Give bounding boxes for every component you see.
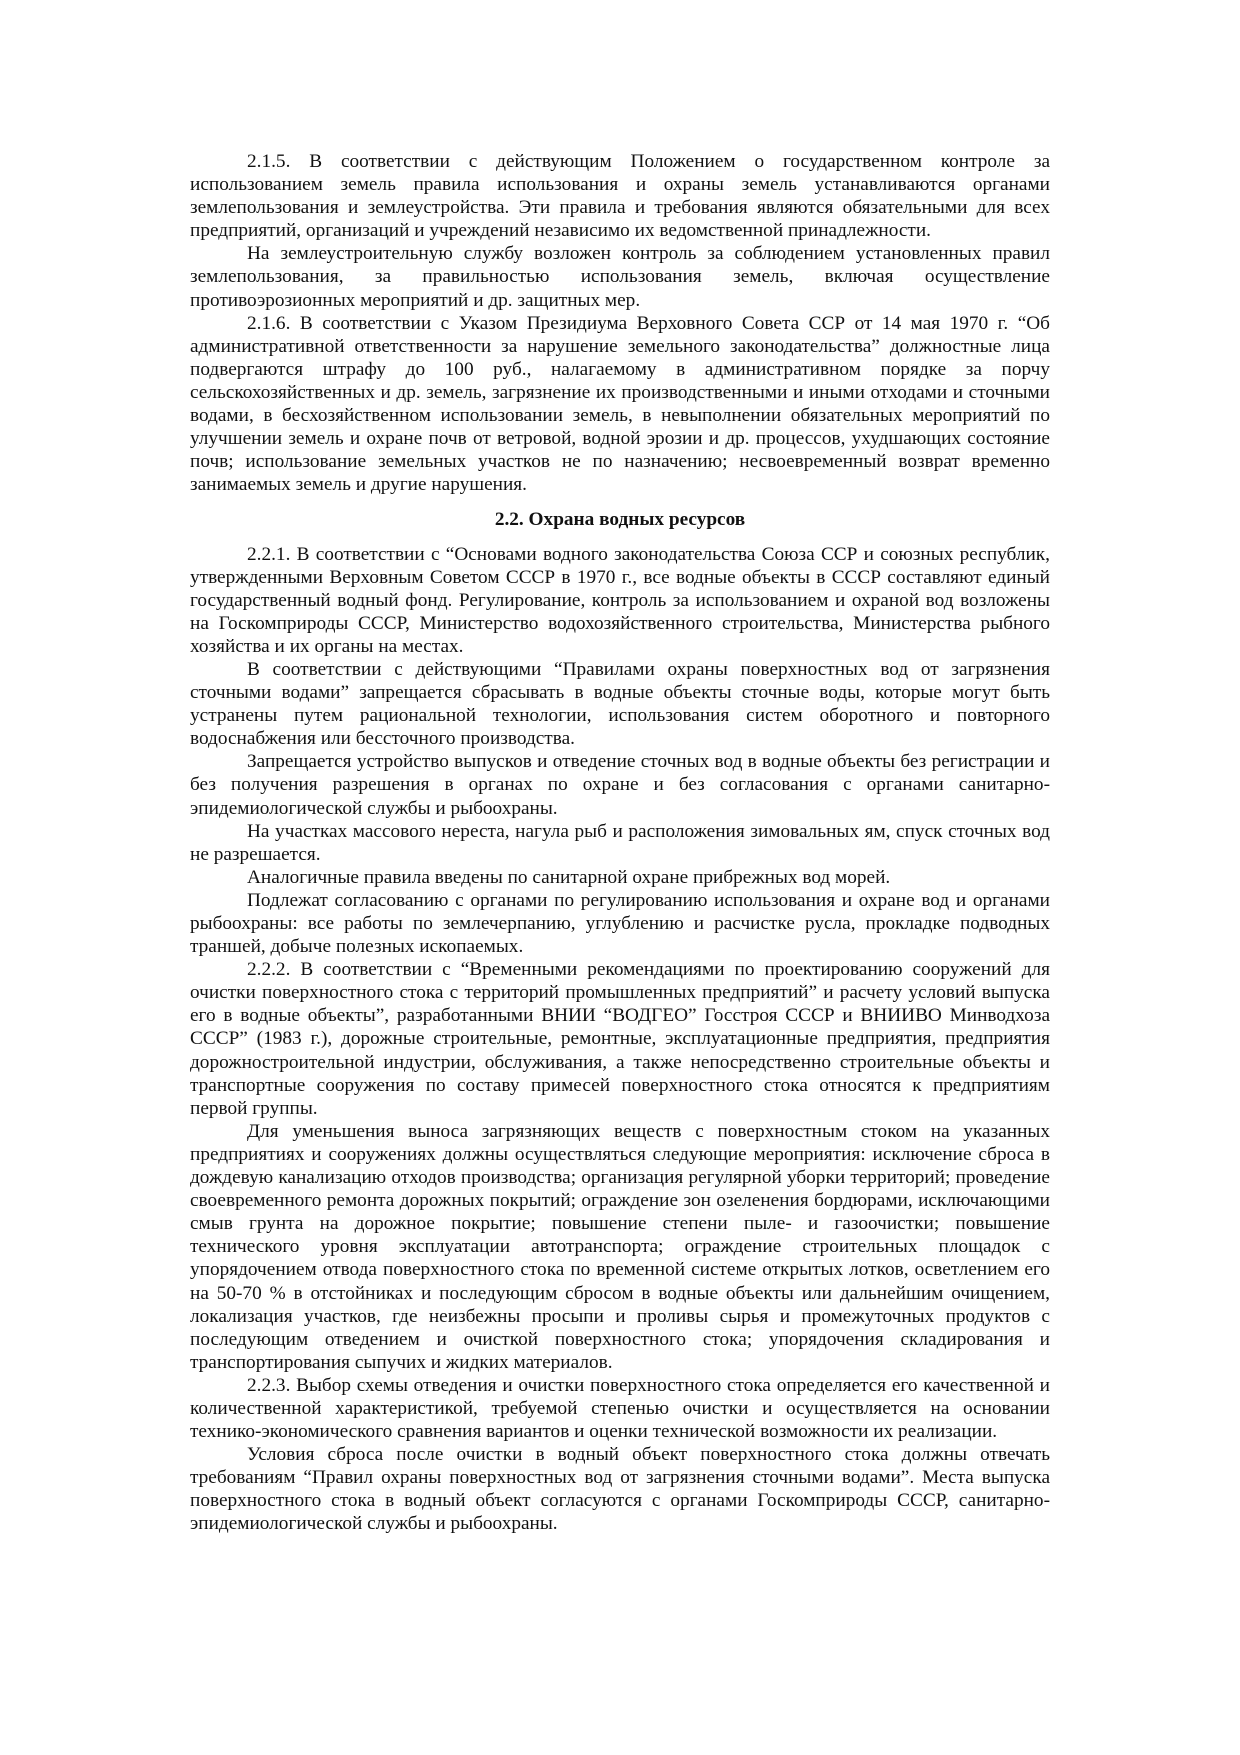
document-page <box>190 150 1050 1536</box>
paragraph-2-2-3: 2.2.3. Выбор схемы отведения и очистки поверхностного стока определяется его качественной и количественной характеристикой, требуемой степенью очистки и осуществляется на основании технико-экономического сравнения вариантов и оценки технической возможности их реализации. <box>190 1374 1050 1443</box>
section-heading: 2.2. Охрана водных ресурсов <box>494 509 746 531</box>
paragraph-pollution-measures: Для уменьшения выноса загрязняющих веществ с поверхностным стоком на указанных предприятиях и сооружениях должны осуществляться следующие мероприятия: исключение сброса в дождевую канализацию отходов производства; организация регулярной уборки территорий; проведение своевременного ремонта дорожных покрытий; ограждение зон озеленения бордюрами, исключающими смыв грунта на дорожное покрытие; повышение степени пыле- и газоочистки; повышение технического уровня эксплуатации автотранспорта; ограждение строительных площадок с упорядочением отвода поверхностного стока по временной системе открытых лотков, осветлением его на 50-70 % в отстойниках и последующим сбросом в водные объекты или дальнейшим очищением, локализация участков, где неизбежны просыпи и проливы сырья и промежуточных продуктов с последующим отведением и очисткой поверхностного стока; упорядочения складирования и транспортирования сыпучих и жидких материалов. <box>190 1120 1050 1373</box>
paragraph-outlet-prohibition: Запрещается устройство выпусков и отведение сточных вод в водные объекты без регистрации и без получения разрешения в органах по охране и без согласования с органами санитарно-эпидемиологической службы и рыбоохраны. <box>190 751 1050 819</box>
paragraph-2-2-2: 2.2.2. В соответствии с “Временными рекомендациями по проектированию сооружений для очистки поверхностного стока с территорий промышленных предприятий” и расчету условий выпуска его в водные объекты”, разработанными ВНИИ “ВОДГЕО” Госстроя СССР и ВНИИВО Минводхоза СССР” (1983 г.), дорожные строительные, ремонтные, эксплуатационные предприятия, предприятия дорожностроительной индустрии, обслуживания, а также непосредственно строительные объекты и транспортные сооружения по составу примесей поверхностного стока относятся к предприятиям первой группы. <box>190 959 1050 1119</box>
paragraph-wastewater-rules: В соответствии с действующими “Правилами охраны поверхностных вод от загрязнения сточными водами” запрещается сбрасывать в водные объекты сточные воды, которые могут быть устранены путем рациональной технологии, использования систем оборотного и повторного водоснабжения или бессточного производства. <box>190 658 1050 750</box>
paragraph-2-2-1: 2.2.1. В соответствии с “Основами водного законодательства Союза ССР и союзных республик, утвержденными Верховным Советом СССР в 1970 г., все водные объекты в СССР составляют единый государственный водный фонд. Регулирование, контроль за использованием и охраной вод возложены на Госкомприроды СССР, Министерство водохозяйственного строительства, Министерства рыбного хозяйства и их органы на местах. <box>190 543 1050 657</box>
paragraph-discharge-conditions: Условия сброса после очистки в водный объект поверхностного стока должны отвечать требованиям “Правил охраны поверхностных вод от загрязнения сточными водами”. Места выпуска поверхностного стока в водный объект согласуются с органами Госкомприроды СССР, санитарно-эпидемиологической службы и рыбоохраны. <box>190 1444 1050 1535</box>
paragraph-spawning-areas: На участках массового нереста, нагула рыб и расположения зимовальных ям, спуск сточных вод не разрешается. <box>190 820 1050 865</box>
paragraph-2-1-5: 2.1.5. В соответствии с действующим Положением о государственном контроле за использованием земель правила использования и охраны земель устанавливаются органами землепользования и землеустройства. Эти правила и требования являются обязательными для всех предприятий, организаций и учреждений независимо их ведомственной принадлежности. <box>190 151 1050 242</box>
paragraph-sea-waters: Аналогичные правила введены по санитарной охране прибрежных вод морей. <box>247 866 891 888</box>
paragraph-2-1-6: 2.1.6. В соответствии с Указом Президиума Верховного Совета ССР от 14 мая 1970 г. “Об административной ответственности за нарушение земельного законодательства” должностные лица подвергаются штрафу до 100 руб., налагаемому в административном порядке за порчу сельскохозяйственных и др. земель, загрязнение их производственными и иными отходами и сточными водами, в бесхозяйственном использовании земель, в невыполнении обязательных мероприятий по улучшении земель и охране почв от ветровой, водной эрозии и др. процессов, ухудшающих состояние почв; использование земельных участков не по назначению; несвоевременный возврат временно занимаемых земель и другие нарушения. <box>190 312 1050 496</box>
paragraph-approval-works: Подлежат согласованию с органами по регулированию использования и охране вод и органами рыбоохраны: все работы по землечерпанию, углублению и расчистке русла, прокладке подводных траншей, добыче полезных ископаемых. <box>190 889 1050 958</box>
paragraph-land-service: На землеустроительную службу возложен контроль за соблюдением установленных правил землепользования, за правильностью использования земель, включая осуществление противоэрозионных мероприятий и др. защитных мер. <box>190 243 1050 311</box>
